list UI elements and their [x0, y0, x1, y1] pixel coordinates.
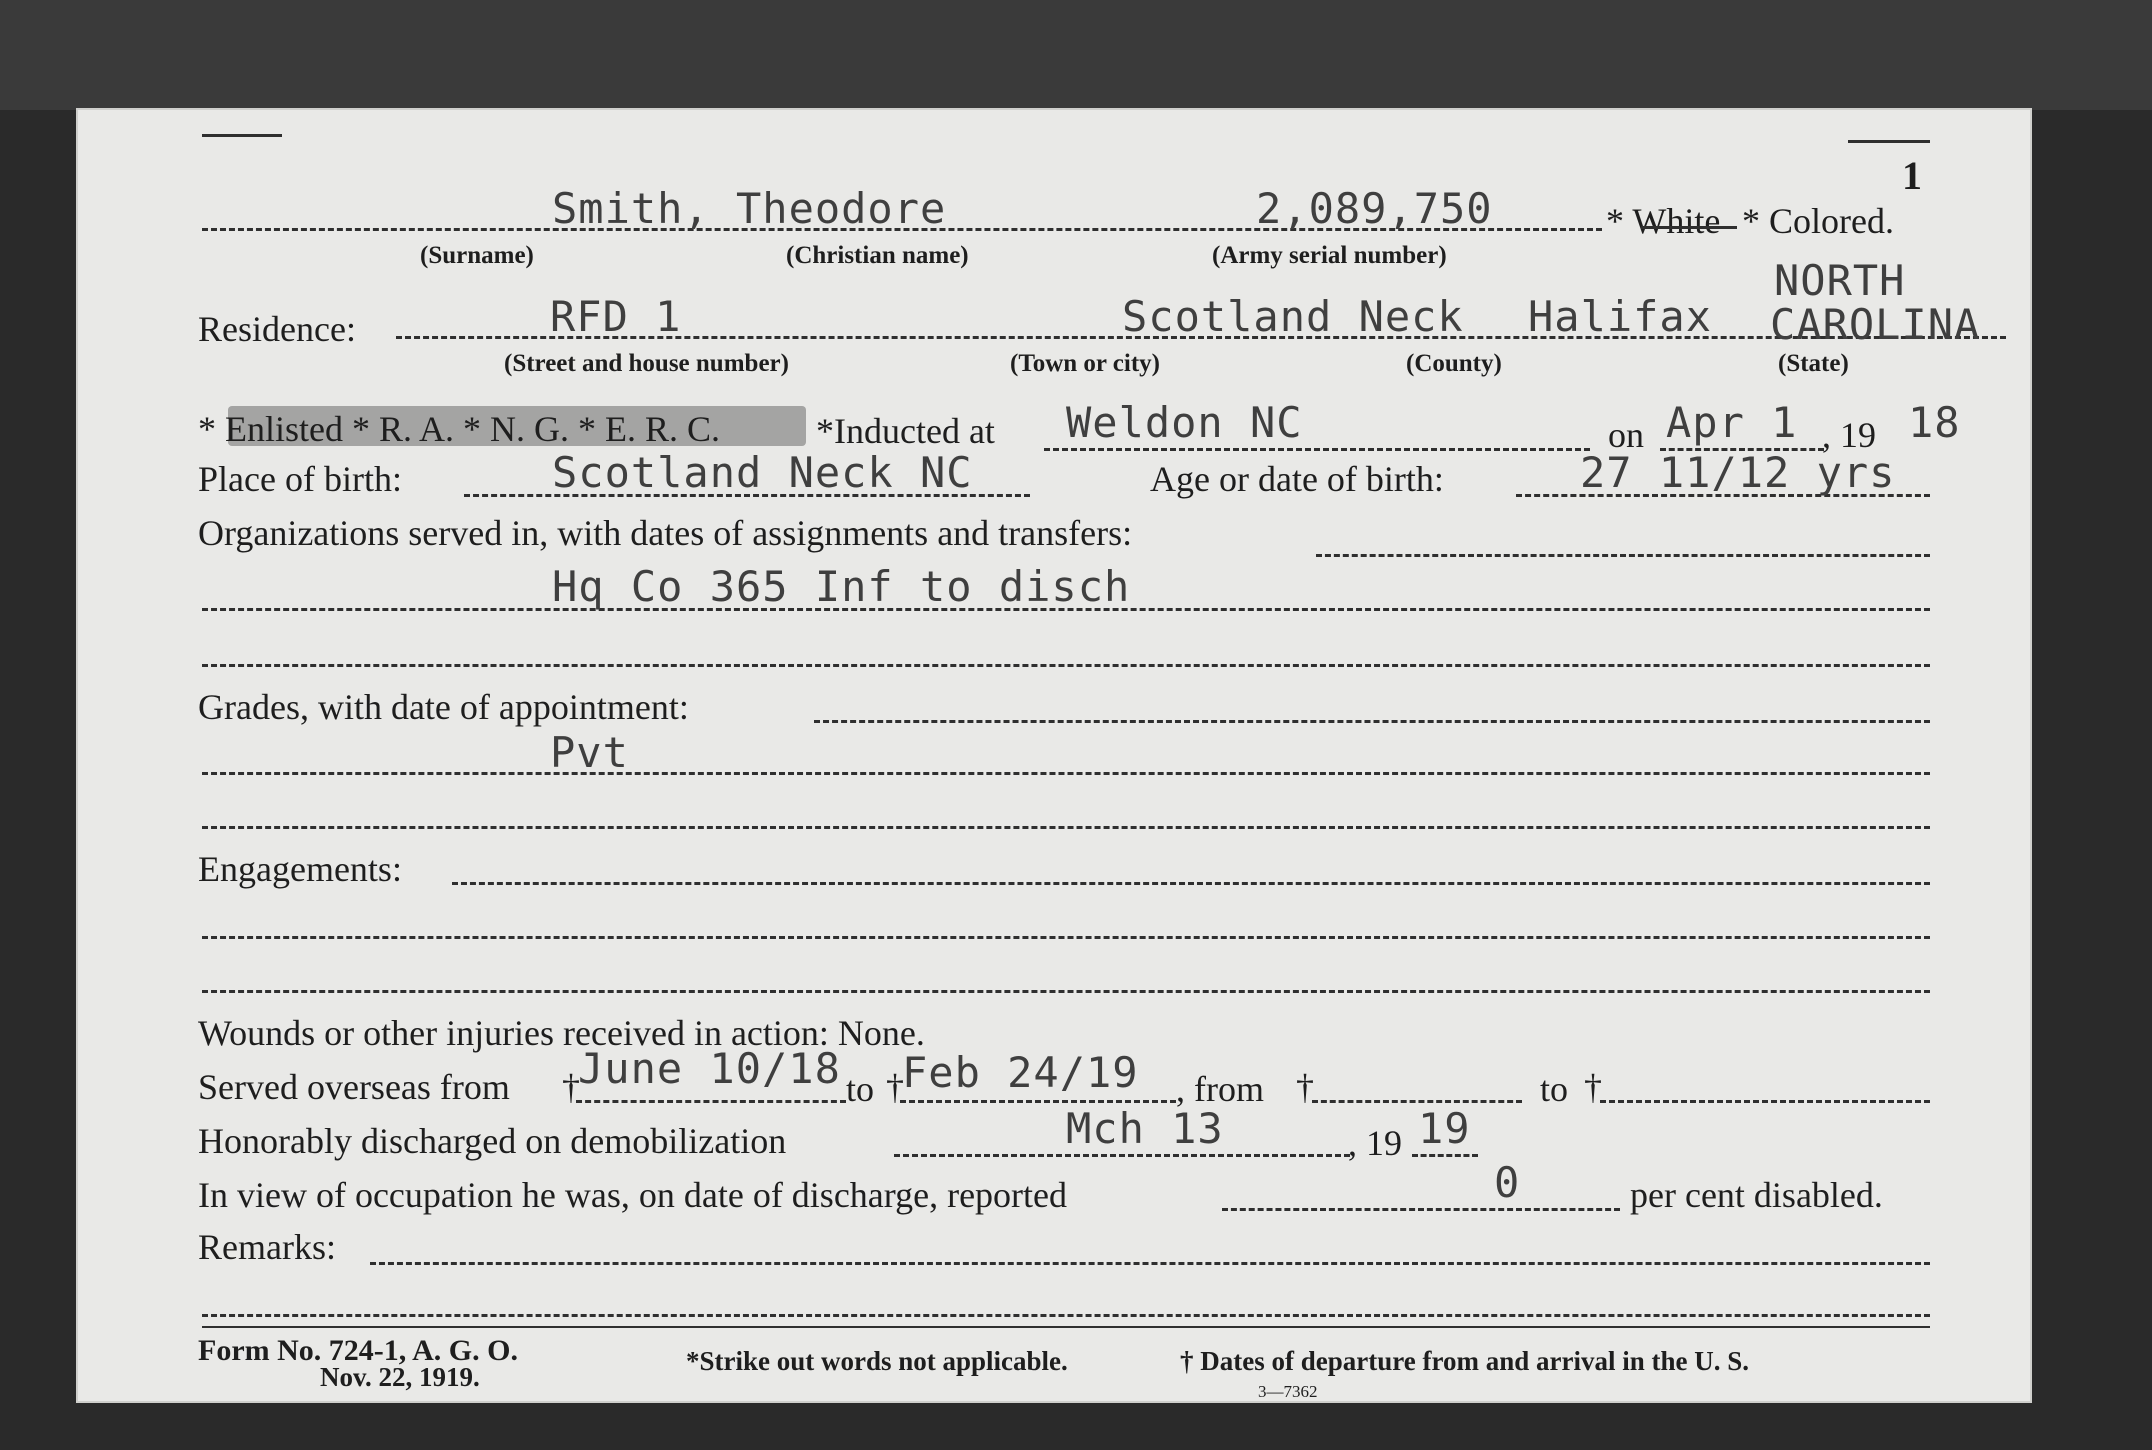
residence-state-line1: NORTH — [1774, 256, 1906, 305]
overseas-from2-line — [1312, 1100, 1522, 1103]
organizations-line-1 — [1316, 554, 1930, 557]
organizations-value: Hq Co 365 Inf to disch — [552, 562, 1131, 611]
surname-caption: (Surname) — [420, 242, 534, 269]
engagements-line-2 — [202, 936, 1930, 939]
discharge-date-line — [894, 1154, 1350, 1157]
name-value: Smith, Theodore — [552, 184, 947, 233]
service-record-card — [76, 108, 2032, 1403]
overseas-to2-line — [1600, 1100, 1930, 1103]
age-label: Age or date of birth: — [1150, 459, 1444, 499]
residence-street: RFD 1 — [550, 292, 682, 341]
overseas-from-value: June 10/18 — [578, 1044, 841, 1093]
birthplace-label: Place of birth: — [198, 459, 402, 499]
scan-background — [0, 0, 2152, 110]
induction-date: Apr 1 — [1666, 398, 1798, 447]
engagements-line-3 — [202, 990, 1930, 993]
serial-caption: (Army serial number) — [1212, 242, 1447, 269]
overseas-dagger-3: † — [1296, 1067, 1314, 1107]
disability-line — [1222, 1208, 1620, 1211]
disability-value: 0 — [1494, 1158, 1521, 1207]
discharge-year-prefix: , 19 — [1348, 1123, 1402, 1163]
overseas-from-line — [576, 1100, 846, 1103]
overseas-to-label: to — [846, 1069, 875, 1109]
christian-caption: (Christian name) — [786, 242, 969, 269]
overseas-to-value: Feb 24/19 — [902, 1048, 1139, 1097]
grades-line-3 — [202, 826, 1930, 829]
serial-value: 2,089,750 — [1256, 184, 1493, 233]
remarks-label: Remarks: — [198, 1227, 336, 1267]
top-left-rule — [202, 134, 282, 137]
residence-state-line2: CAROLINA — [1770, 300, 1981, 349]
race-colored: * Colored. — [1742, 201, 1894, 241]
residence-town: Scotland Neck — [1122, 292, 1464, 341]
dates-note: † Dates of departure from and arrival in the U. S. — [1180, 1346, 1749, 1376]
overseas-dagger-2: † — [886, 1067, 904, 1107]
grades-line-2 — [202, 772, 1930, 775]
grades-line-1 — [814, 720, 1930, 723]
overseas-dagger-1: † — [562, 1067, 580, 1107]
state-caption: (State) — [1778, 350, 1849, 377]
discharge-date: Mch 13 — [1066, 1104, 1224, 1153]
grades-value: Pvt — [550, 728, 629, 777]
engagements-label: Engagements: — [198, 849, 402, 889]
overseas-to2-label: to — [1540, 1069, 1569, 1109]
discharge-year: 19 — [1418, 1104, 1471, 1153]
birthplace-value: Scotland Neck NC — [552, 448, 973, 497]
overseas-label: Served overseas from — [198, 1067, 510, 1107]
footer-rule — [202, 1326, 1930, 1328]
town-caption: (Town or city) — [1010, 350, 1160, 377]
discharge-label: Honorably discharged on demobilization — [198, 1121, 787, 1161]
inducted-line — [1044, 448, 1590, 451]
remarks-line-1 — [370, 1262, 1930, 1265]
residence-county: Halifax — [1528, 292, 1713, 341]
race-white: * White — [1606, 201, 1721, 241]
form-date: Nov. 22, 1919. — [320, 1362, 480, 1392]
strike-note: *Strike out words not applicable. — [686, 1346, 1068, 1376]
discharge-year-line — [1412, 1154, 1478, 1157]
grades-label: Grades, with date of appointment: — [198, 687, 689, 727]
card-number: 1 — [1902, 153, 1922, 198]
inducted-value: Weldon NC — [1066, 398, 1303, 447]
remarks-line-2 — [202, 1314, 1930, 1317]
inducted-label: *Inducted at — [816, 411, 995, 451]
residence-label: Residence: — [198, 309, 356, 349]
wounds-text: Wounds or other injuries received in action: None. — [198, 1013, 925, 1053]
disability-label: In view of occupation he was, on date of discharge, reported — [198, 1175, 1068, 1215]
overseas-to-line — [900, 1100, 1176, 1103]
age-value: 27 11/12 yrs — [1580, 448, 1896, 497]
county-caption: (County) — [1406, 350, 1502, 377]
overseas-from2-label: , from — [1176, 1069, 1264, 1109]
street-caption: (Street and house number) — [504, 350, 789, 377]
organizations-label: Organizations served in, with dates of assignments and transfers: — [198, 513, 1133, 553]
form-number: Form No. 724-1, A. G. O. — [198, 1334, 518, 1367]
induction-year: 18 — [1908, 398, 1961, 447]
race-white-strike — [1641, 226, 1737, 229]
overseas-dagger-4: † — [1584, 1067, 1602, 1107]
induction-year-prefix: , 19 — [1822, 415, 1876, 455]
disability-suffix: per cent disabled. — [1630, 1175, 1883, 1215]
on-label: on — [1608, 415, 1644, 455]
top-right-rule — [1848, 140, 1930, 143]
enlisted-options: * Enlisted * R. A. * N. G. * E. R. C. — [198, 409, 721, 449]
engagements-line-1 — [452, 882, 1930, 885]
organizations-line-3 — [202, 664, 1930, 667]
print-code: 3—7362 — [1258, 1382, 1318, 1401]
